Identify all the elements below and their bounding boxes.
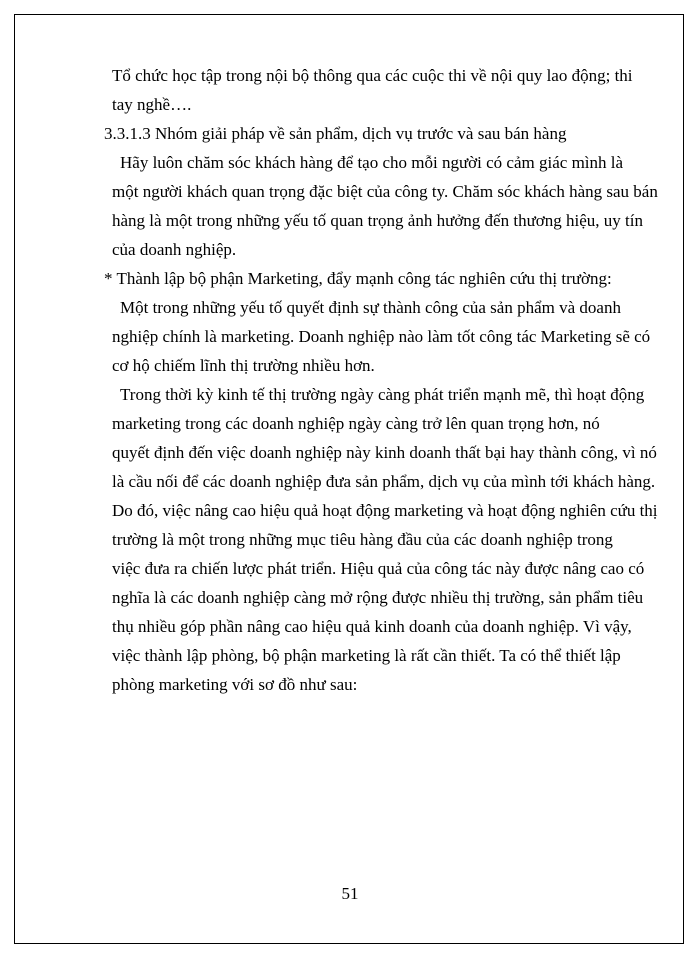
text-line: hàng là một trong những yếu tố quan trọng ảnh hưởng đến thương hiệu, uy tín: [112, 211, 643, 230]
text-line: Hãy luôn chăm sóc khách hàng để tạo cho mỗi người có cảm giác mình là: [120, 153, 624, 172]
text-line: marketing trong các doanh nghiệp ngày càng trở lên quan trọng hơn, nó: [112, 414, 600, 433]
text-line: quyết định đến việc doanh nghiệp này kinh doanh thất bại hay thành công, vì nó: [112, 443, 657, 462]
text-line: Tổ chức học tập trong nội bộ thông qua các cuộc thi về nội quy lao động; thi: [112, 66, 633, 85]
text-line: trường là một trong những mục tiêu hàng đầu của các doanh nghiệp trong: [112, 530, 613, 549]
text-line: cơ hộ chiếm lĩnh thị trường nhiều hơn.: [112, 356, 375, 375]
text-line: một người khách quan trọng đặc biệt của công ty. Chăm sóc khách hàng sau bán: [112, 182, 658, 201]
text-line: Trong thời kỳ kinh tế thị trường ngày càng phát triển mạnh mẽ, thì hoạt động: [120, 385, 645, 404]
text-line: Do đó, việc nâng cao hiệu quả hoạt động marketing và hoạt động nghiên cứu thị: [112, 501, 658, 520]
text-line: thụ nhiều góp phần nâng cao hiệu quả kinh doanh của doanh nghiệp. Vì vậy,: [112, 617, 632, 636]
text-line: phòng marketing với sơ đồ như sau:: [112, 675, 358, 694]
text-line: Một trong những yếu tố quyết định sự thành công của sản phẩm và doanh: [120, 298, 621, 317]
section-heading: 3.3.1.3 Nhóm giải pháp về sản phẩm, dịch vụ trước và sau bán hàng: [104, 124, 567, 143]
text-line: nghiệp chính là marketing. Doanh nghiệp nào làm tốt công tác Marketing sẽ có: [112, 327, 651, 346]
text-line: việc thành lập phòng, bộ phận marketing là rất cần thiết. Ta có thể thiết lập: [112, 646, 621, 665]
text-line: nghĩa là các doanh nghiệp càng mở rộng được nhiều thị trường, sản phẩm tiêu: [112, 588, 644, 607]
text-line: việc đưa ra chiến lược phát triển. Hiệu quả của công tác này được nâng cao có: [112, 559, 645, 578]
text-line: của doanh nghiệp.: [112, 240, 237, 259]
bullet-heading: * Thành lập bộ phận Marketing, đẩy mạnh công tác nghiên cứu thị trường:: [104, 269, 612, 288]
text-line: tay nghề….: [112, 95, 192, 114]
text-line: là cầu nối để các doanh nghiệp đưa sản phẩm, dịch vụ của mình tới khách hàng.: [112, 472, 656, 491]
page-number: 51: [341, 884, 359, 903]
